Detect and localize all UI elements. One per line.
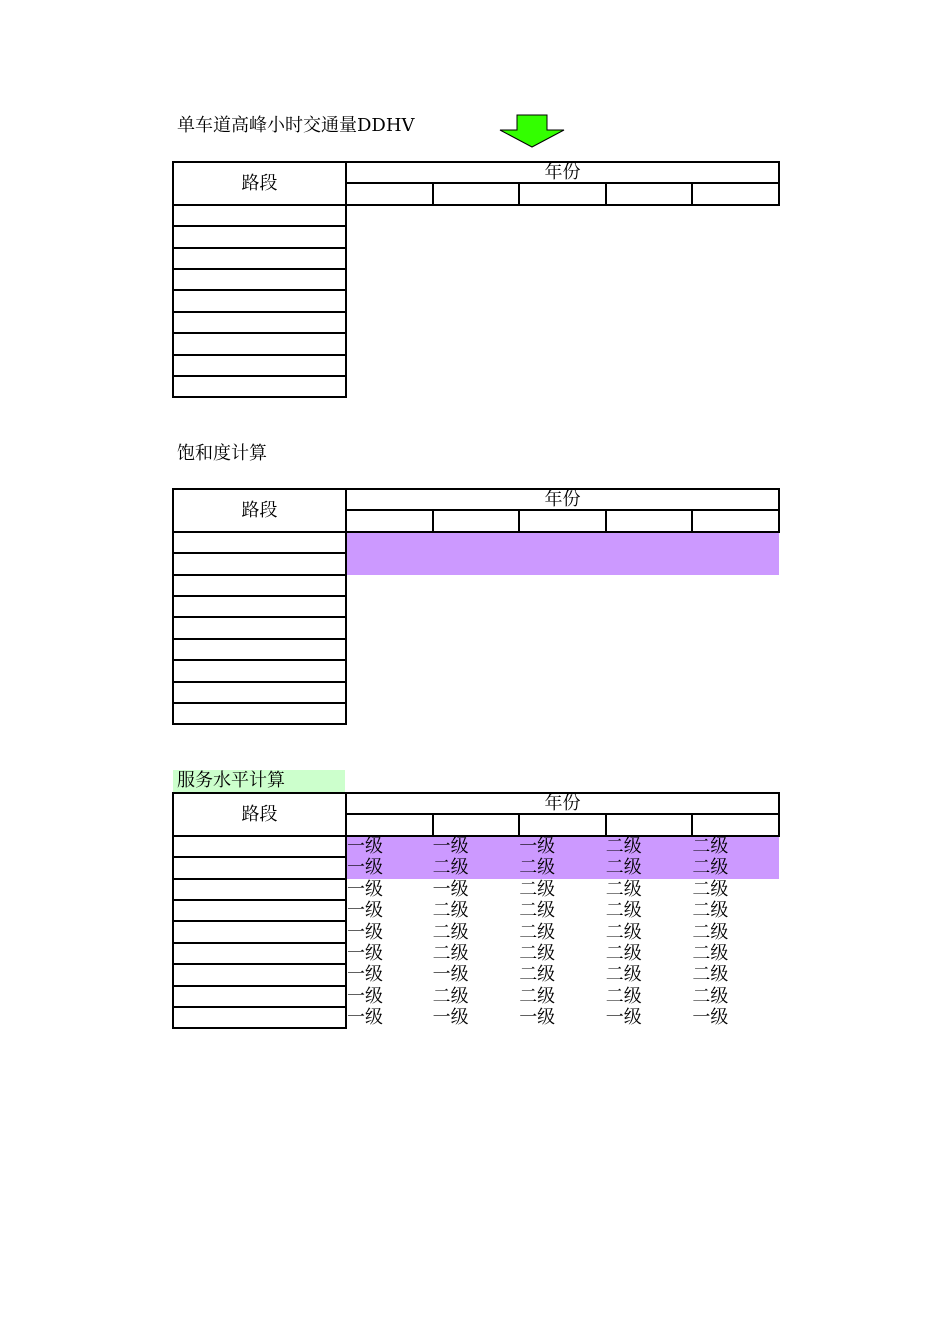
segment-header: 路段 xyxy=(173,489,346,532)
year-cell[interactable] xyxy=(692,814,779,835)
segment-cell[interactable] xyxy=(173,900,346,921)
table-row xyxy=(173,617,779,638)
level-cell[interactable]: 二级 xyxy=(432,921,469,943)
year-cell[interactable] xyxy=(519,814,606,835)
level-cell[interactable]: 二级 xyxy=(519,857,606,878)
level-cell[interactable]: 二级 xyxy=(605,942,642,964)
level-cell[interactable]: 二级 xyxy=(692,985,729,1007)
year-cell[interactable] xyxy=(519,183,606,204)
segment-cell[interactable] xyxy=(173,964,346,985)
segment-cell[interactable] xyxy=(173,575,346,596)
table-row xyxy=(173,921,779,942)
segment-cell[interactable] xyxy=(173,226,346,247)
level-cell[interactable]: 一级 xyxy=(347,964,383,986)
year-cell[interactable] xyxy=(346,183,433,204)
level-cell[interactable]: 二级 xyxy=(432,985,469,1007)
level-cell[interactable]: 二级 xyxy=(692,964,729,986)
segment-cell[interactable] xyxy=(173,921,346,942)
level-cell[interactable]: 二级 xyxy=(519,878,556,900)
level-cell[interactable]: 二级 xyxy=(692,921,729,943)
year-header: 年份 xyxy=(346,793,779,814)
table-row xyxy=(173,333,779,354)
level-cell[interactable]: 二级 xyxy=(692,857,779,878)
segment-cell[interactable] xyxy=(173,532,346,553)
level-cell[interactable]: 一级 xyxy=(347,900,383,922)
year-cell[interactable] xyxy=(606,510,693,531)
ddhv-table xyxy=(172,161,780,398)
level-cell[interactable]: 一级 xyxy=(433,836,520,857)
table-row xyxy=(173,660,779,681)
table-row xyxy=(173,226,779,247)
level-cell[interactable]: 一级 xyxy=(432,1007,469,1029)
year-cell[interactable] xyxy=(346,814,433,835)
table-row xyxy=(173,703,779,724)
level-cell[interactable]: 二级 xyxy=(605,900,642,922)
down-arrow-icon xyxy=(499,114,565,148)
level-cell[interactable]: 一级 xyxy=(347,942,383,964)
level-cell[interactable]: 二级 xyxy=(605,921,642,943)
table-row xyxy=(173,986,779,1007)
year-cell[interactable] xyxy=(606,183,693,204)
segment-cell[interactable] xyxy=(173,703,346,724)
level-cell[interactable]: 二级 xyxy=(432,900,469,922)
level-cell[interactable]: 二级 xyxy=(692,836,779,857)
level-cell[interactable]: 二级 xyxy=(692,878,729,900)
table-row xyxy=(173,248,779,269)
year-cell[interactable] xyxy=(692,183,779,204)
table-row xyxy=(173,964,779,985)
table-row xyxy=(173,900,779,921)
segment-cell[interactable] xyxy=(173,986,346,1007)
segment-cell[interactable] xyxy=(173,836,346,857)
level-cell[interactable]: 一级 xyxy=(519,836,606,857)
table-row xyxy=(173,596,779,617)
segment-cell[interactable] xyxy=(173,660,346,681)
segment-cell[interactable] xyxy=(173,248,346,269)
segment-cell[interactable] xyxy=(173,1007,346,1028)
level-cell[interactable]: 一级 xyxy=(605,1007,642,1029)
year-cell[interactable] xyxy=(519,510,606,531)
segment-cell[interactable] xyxy=(173,553,346,574)
segment-cell[interactable] xyxy=(173,617,346,638)
level-cell[interactable]: 一级 xyxy=(346,836,433,857)
year-header: 年份 xyxy=(346,489,779,510)
level-cell[interactable]: 二级 xyxy=(606,857,693,878)
level-cell[interactable]: 二级 xyxy=(519,942,556,964)
year-cell[interactable] xyxy=(346,510,433,531)
segment-cell[interactable] xyxy=(173,596,346,617)
level-cell[interactable]: 一级 xyxy=(347,921,383,943)
table-row xyxy=(173,312,779,333)
segment-cell[interactable] xyxy=(173,376,346,397)
level-cell[interactable]: 二级 xyxy=(692,942,729,964)
segment-cell[interactable] xyxy=(173,290,346,311)
table-row xyxy=(173,857,779,878)
segment-cell[interactable] xyxy=(173,682,346,703)
level-cell[interactable]: 二级 xyxy=(519,900,556,922)
table-row xyxy=(173,879,779,900)
level-cell[interactable]: 一级 xyxy=(432,964,469,986)
section-title-saturation: 饱和度计算 xyxy=(177,443,267,464)
year-cell[interactable] xyxy=(433,814,520,835)
segment-cell[interactable] xyxy=(173,639,346,660)
segment-cell[interactable] xyxy=(173,355,346,376)
table-row xyxy=(173,532,779,553)
highlight-cell[interactable] xyxy=(346,532,779,553)
level-cell[interactable]: 一级 xyxy=(347,1007,383,1029)
level-cell[interactable]: 一级 xyxy=(519,1007,556,1029)
table-row xyxy=(173,943,779,964)
segment-header: 路段 xyxy=(173,162,346,205)
level-cell[interactable]: 二级 xyxy=(692,900,729,922)
table-row xyxy=(173,376,779,397)
table-row xyxy=(173,1007,779,1028)
level-cell[interactable]: 二级 xyxy=(519,964,556,986)
segment-cell[interactable] xyxy=(173,333,346,354)
section-title-service-level: 服务水平计算 xyxy=(173,770,345,792)
segment-header: 路段 xyxy=(173,793,346,836)
table-row xyxy=(173,290,779,311)
service-level-table xyxy=(172,792,780,1029)
table-row xyxy=(173,682,779,703)
table-row xyxy=(173,355,779,376)
table-row xyxy=(173,553,779,574)
level-cell[interactable]: 二级 xyxy=(605,964,642,986)
segment-cell[interactable] xyxy=(173,269,346,290)
segment-cell[interactable] xyxy=(173,943,346,964)
level-cell[interactable]: 一级 xyxy=(347,985,383,1007)
level-cell[interactable]: 二级 xyxy=(605,878,642,900)
segment-cell[interactable] xyxy=(173,312,346,333)
table-row xyxy=(173,639,779,660)
level-cell[interactable]: 二级 xyxy=(606,836,693,857)
level-cell[interactable]: 一级 xyxy=(347,878,383,900)
section-title-ddhv: 单车道高峰小时交通量DDHV xyxy=(177,115,415,136)
segment-cell[interactable] xyxy=(173,205,346,226)
level-cell[interactable]: 二级 xyxy=(433,857,520,878)
year-cell[interactable] xyxy=(606,814,693,835)
highlight-cell[interactable] xyxy=(346,553,779,574)
level-cell[interactable]: 一级 xyxy=(692,1007,729,1029)
level-cell[interactable]: 一级 xyxy=(346,857,433,878)
level-cell[interactable]: 二级 xyxy=(432,942,469,964)
year-header: 年份 xyxy=(346,162,779,183)
saturation-table xyxy=(172,488,780,725)
level-cell[interactable]: 一级 xyxy=(432,878,469,900)
table-row xyxy=(173,269,779,290)
table-row xyxy=(173,205,779,226)
level-cell[interactable]: 二级 xyxy=(519,921,556,943)
segment-cell[interactable] xyxy=(173,857,346,878)
table-row xyxy=(173,575,779,596)
level-cell[interactable]: 二级 xyxy=(519,985,556,1007)
year-cell[interactable] xyxy=(433,510,520,531)
table-row xyxy=(173,836,779,857)
segment-cell[interactable] xyxy=(173,879,346,900)
level-cell[interactable]: 二级 xyxy=(605,985,642,1007)
year-cell[interactable] xyxy=(433,183,520,204)
year-cell[interactable] xyxy=(692,510,779,531)
